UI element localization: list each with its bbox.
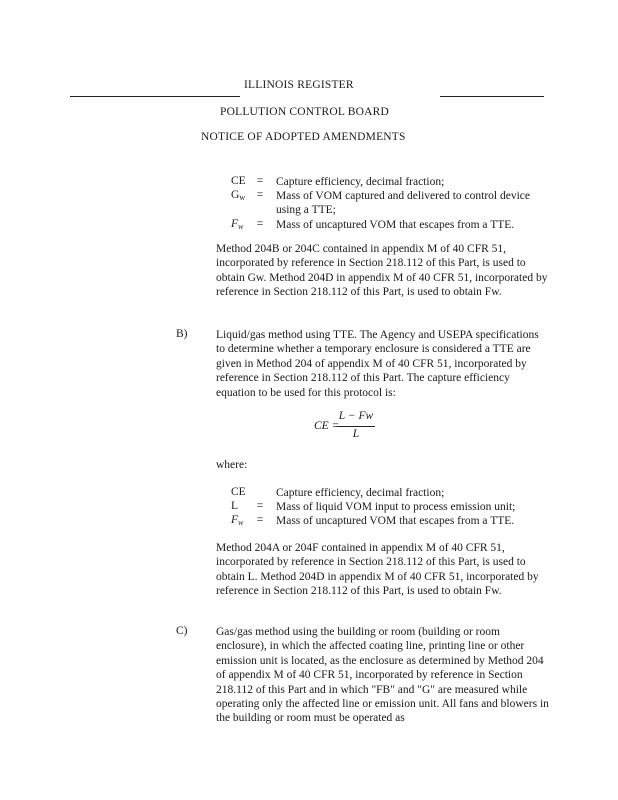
- def-equals: =: [256, 218, 264, 230]
- item-c-label: C): [176, 625, 188, 637]
- def-text: Mass of uncaptured VOM that escapes from a TTE.: [276, 515, 515, 527]
- def-equals: =: [256, 175, 264, 187]
- def-text: Mass of liquid VOM input to process emission unit;: [276, 501, 516, 513]
- item-b-label: B): [176, 328, 188, 340]
- block1-paragraph: Method 204B or 204C contained in appendix M of 40 CFR 51, incorporated by reference in Section 218.112 of this Part, is used to obtain Gw. Method 204D in appendix M of 40 CFR 51, incorporated by reference in Section 218.112 of this Part, is used to obtain Fw.: [216, 243, 548, 299]
- item-b-paragraph-2: Method 204A or 204F contained in appendix M of 40 CFR 51, incorporated by reference in Section 218.112 of this Part, is used to obtain L. Method 204D in appendix M of 40 CFR 51, incorporated by reference in Section 218.112 of this Part, is used to obtain Fw.: [216, 542, 539, 598]
- register-title: ILLINOIS REGISTER: [244, 79, 354, 91]
- def-term: L: [231, 500, 239, 512]
- item-c-paragraph: Gas/gas method using the building or room (building or room enclosure), in which the affected coating line, printing line or other emission unit is located, as the enclosure as determined by Method 204 of appendix M of 40 CFR 51, incorporated by reference in Section 218.112 of this Part and in which "FB" and "G" are measured while operating only the affected line or emission unit. All fans and blowers in the building or room must be operated as: [216, 626, 549, 725]
- def-term: $F_w$: [231, 514, 244, 527]
- header-rule-right: [440, 96, 544, 97]
- def-equals: =: [256, 189, 264, 201]
- def-equals: =: [256, 514, 264, 526]
- def-term: CE: [231, 486, 246, 498]
- def-term: $G_w$: [231, 189, 246, 202]
- def-equals: =: [256, 500, 264, 512]
- def-text: Capture efficiency, decimal fraction;: [276, 176, 445, 188]
- formula-lhs: CE =: [314, 420, 340, 432]
- formula-fraction-bar: [337, 426, 375, 427]
- item-b-paragraph: Liquid/gas method using TTE. The Agency and USEPA specifications to determine whether a temporary enclosure is considered a TTE are given in Method 204 of appendix M of 40 CFR 51, incorporated by reference in Section 218.112 of this Part. The capture efficiency equation to be used for this protocol is:: [216, 329, 539, 399]
- board-title: POLLUTION CONTROL BOARD: [220, 106, 390, 118]
- def-term: $F_w$: [231, 218, 244, 231]
- def-text: Capture efficiency, decimal fraction;: [276, 487, 445, 499]
- notice-title: NOTICE OF ADOPTED AMENDMENTS: [201, 131, 406, 143]
- header-rule-left: [70, 96, 240, 97]
- def-text: Mass of VOM captured and delivered to control device using a TTE;: [276, 190, 530, 217]
- def-text: Mass of uncaptured VOM that escapes from a TTE.: [276, 219, 515, 231]
- where-label: where:: [216, 459, 248, 471]
- formula-numerator: L − Fw: [338, 410, 374, 422]
- def-term: CE: [231, 175, 246, 187]
- formula-denominator: L: [352, 428, 360, 440]
